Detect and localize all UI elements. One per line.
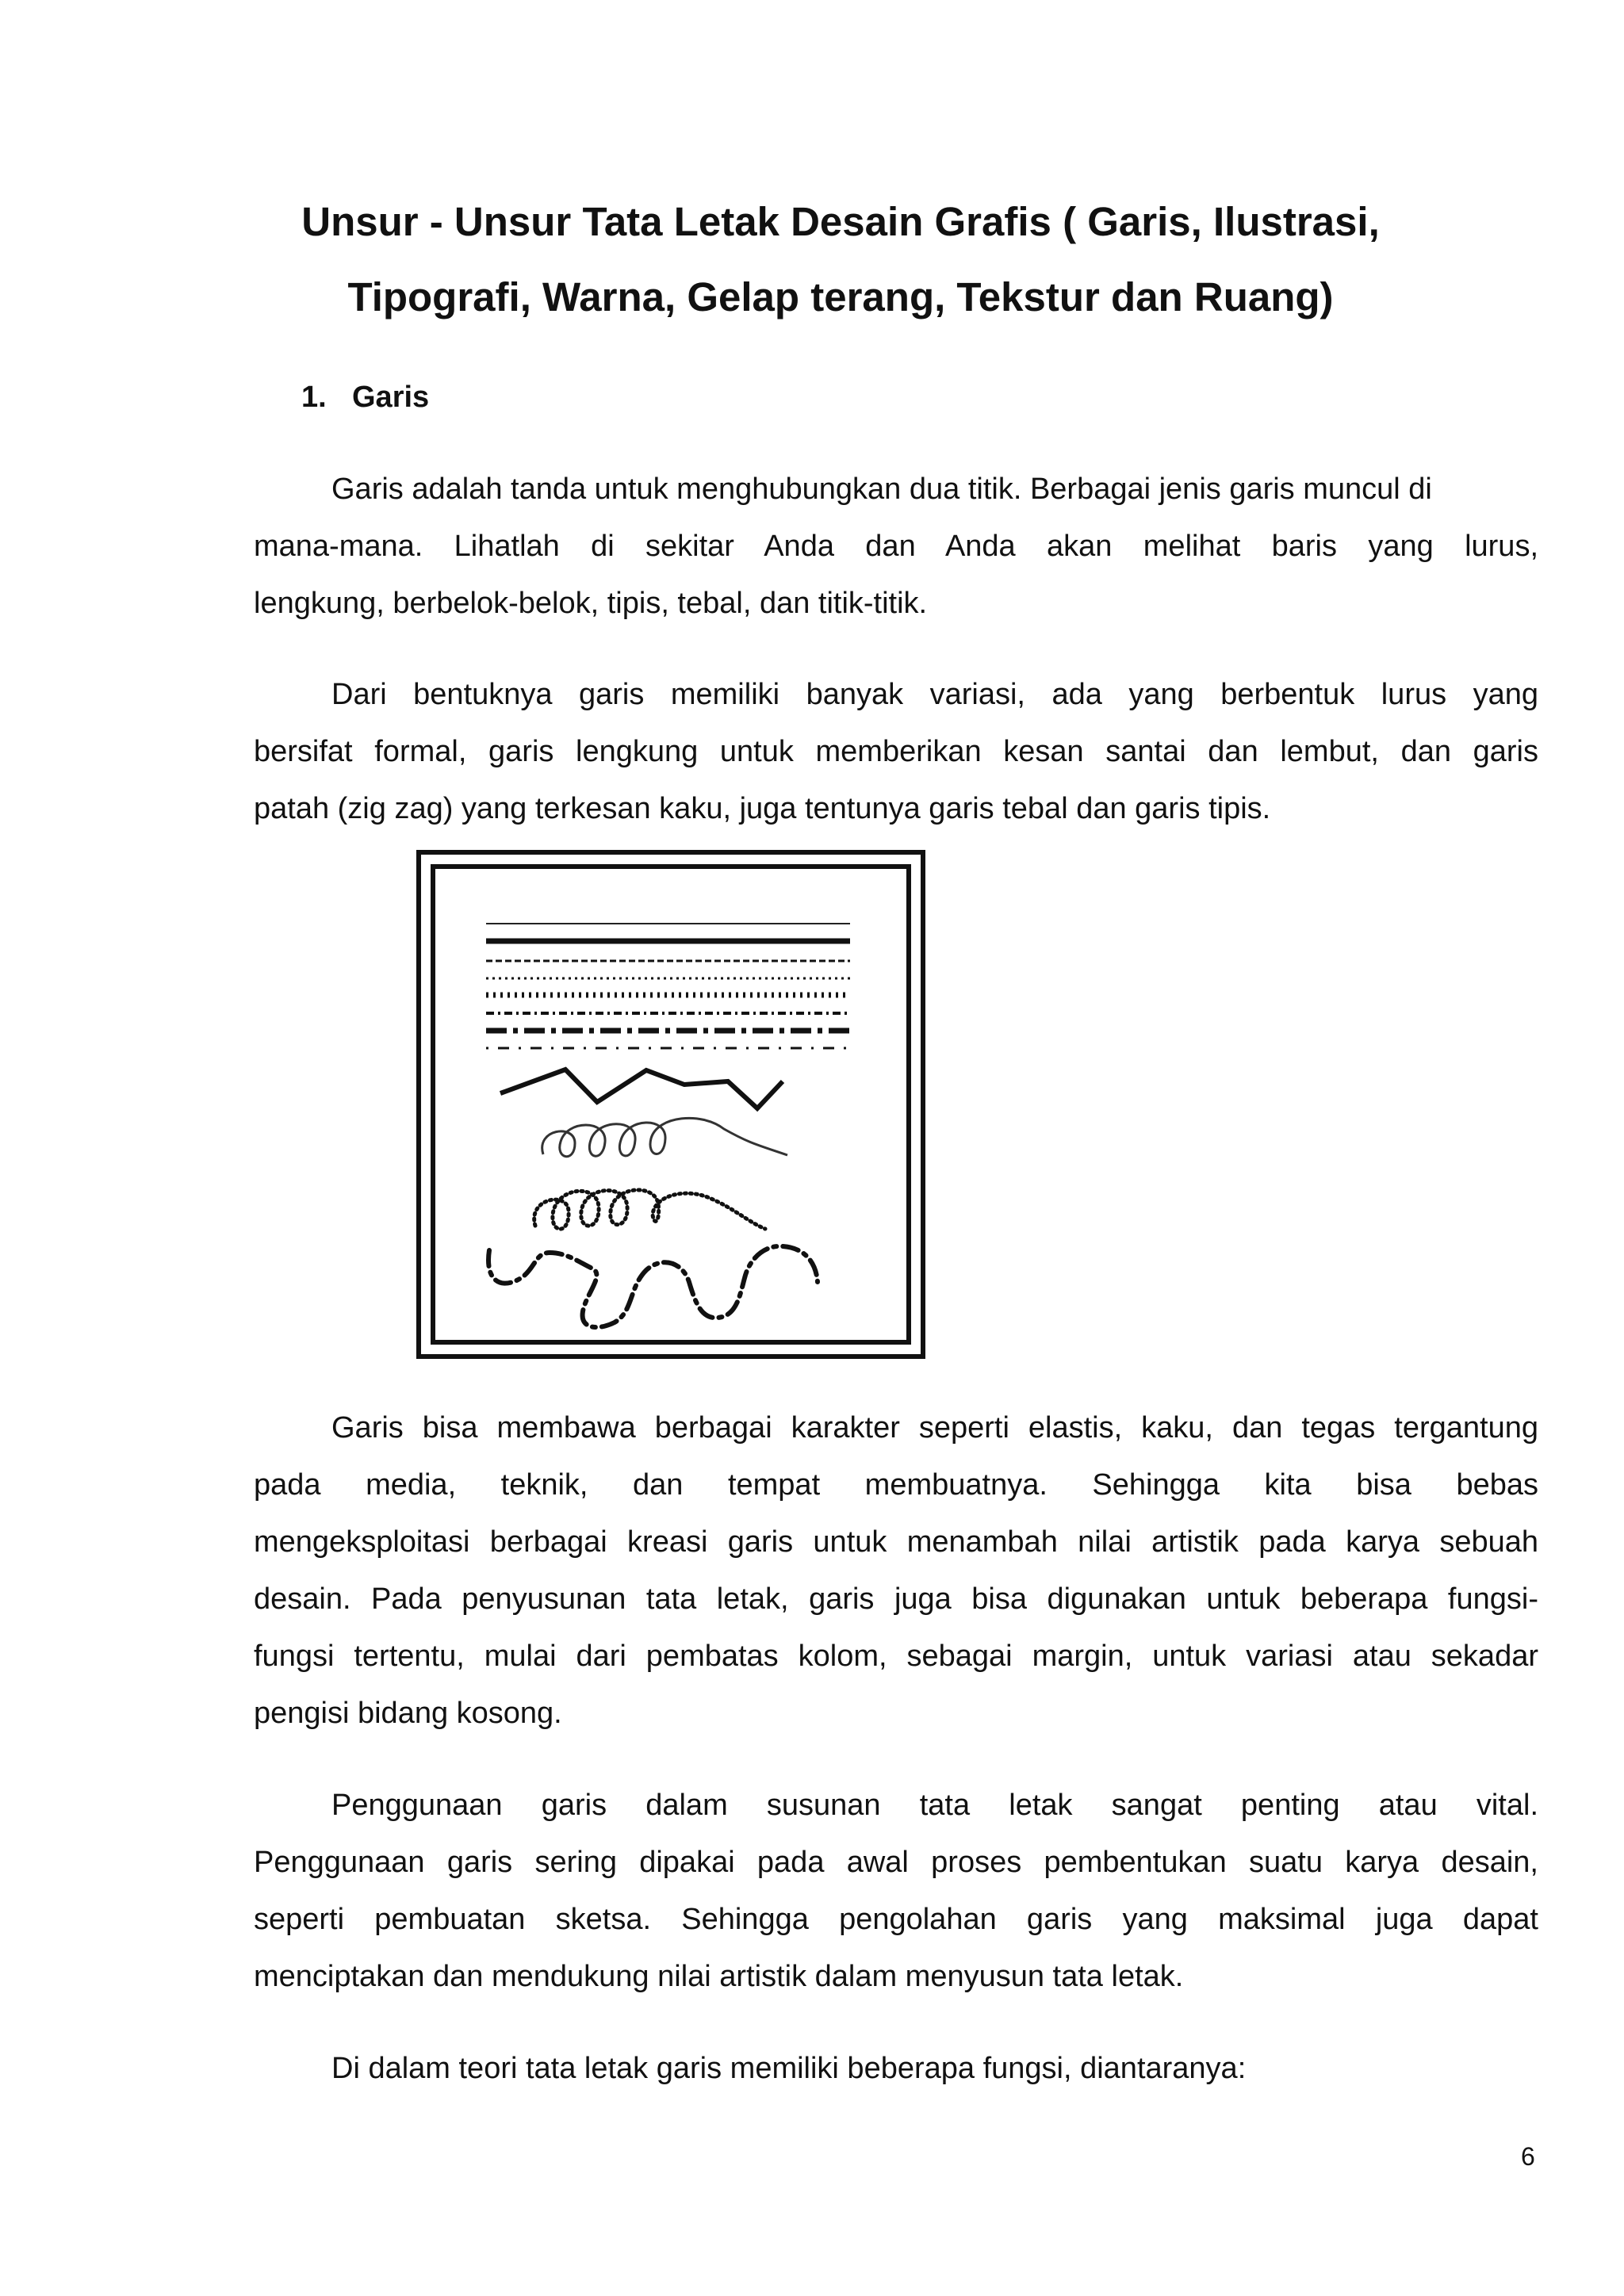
section-number: 1. (301, 381, 327, 414)
paragraph-4-line-2: Penggunaan garis sering dipakai pada awal proses pembentukan suatu karya desain, (254, 1846, 1538, 1879)
paragraph-1-line-3: lengkung, berbelok-belok, tipis, tebal, dan titik-titik. (254, 587, 928, 620)
paragraph-5-line-1: Di dalam teori tata letak garis memiliki beberapa fungsi, diantaranya: (331, 2052, 1247, 2085)
paragraph-3-line-3: mengeksploitasi berbagai kreasi garis untuk menambah nilai artistik pada karya sebuah (254, 1525, 1538, 1559)
paragraph-4-line-4: menciptakan dan mendukung nilai artistik dalam menyusun tata letak. (254, 1960, 1184, 1993)
paragraph-3-line-4: desain. Pada penyusunan tata letak, garis juga bisa digunakan untuk beberapa fungsi- (254, 1582, 1538, 1616)
paragraph-3-line-1: Garis bisa membawa berbagai karakter seperti elastis, kaku, dan tegas tergantung (331, 1411, 1538, 1445)
paragraph-2-line-2: bersifat formal, garis lengkung untuk memberikan kesan santai dan lembut, dan garis (254, 735, 1538, 768)
section-title: Garis (352, 381, 430, 414)
page-title-line-1: Unsur - Unsur Tata Letak Desain Grafis ( Garis, Ilustrasi, (301, 199, 1380, 244)
paragraph-3-line-5: fungsi tertentu, mulai dari pembatas kolom, sebagai margin, untuk variasi atau sekadar (254, 1640, 1538, 1673)
paragraph-3-line-2: pada media, teknik, dan tempat membuatnya. Sehingga kita bisa bebas (254, 1468, 1538, 1502)
section-heading (301, 379, 429, 415)
paragraph-4-line-3: seperti pembuatan sketsa. Sehingga pengolahan garis yang maksimal juga dapat (254, 1903, 1538, 1936)
paragraph-1-line-1: Garis adalah tanda untuk menghubungkan dua titik. Berbagai jenis garis muncul di (331, 473, 1432, 506)
paragraph-2-line-1: Dari bentuknya garis memiliki banyak variasi, ada yang berbentuk lurus yang (331, 678, 1538, 711)
paragraph-4-line-1: Penggunaan garis dalam susunan tata letak sangat penting atau vital. (331, 1789, 1538, 1822)
paragraph-3-line-6: pengisi bidang kosong. (254, 1697, 562, 1730)
page-title-line-2: Tipografi, Warna, Gelap terang, Tekstur dan Ruang) (347, 274, 1334, 320)
paragraph-2-line-3: patah (zig zag) yang terkesan kaku, juga tentunya garis tebal dan garis tipis. (254, 792, 1271, 825)
line-types-illustration (416, 850, 925, 1359)
page-number: 6 (1521, 2142, 1535, 2171)
paragraph-1-line-2: mana-mana. Lihatlah di sekitar Anda dan Anda akan melihat baris yang lurus, (254, 530, 1538, 563)
